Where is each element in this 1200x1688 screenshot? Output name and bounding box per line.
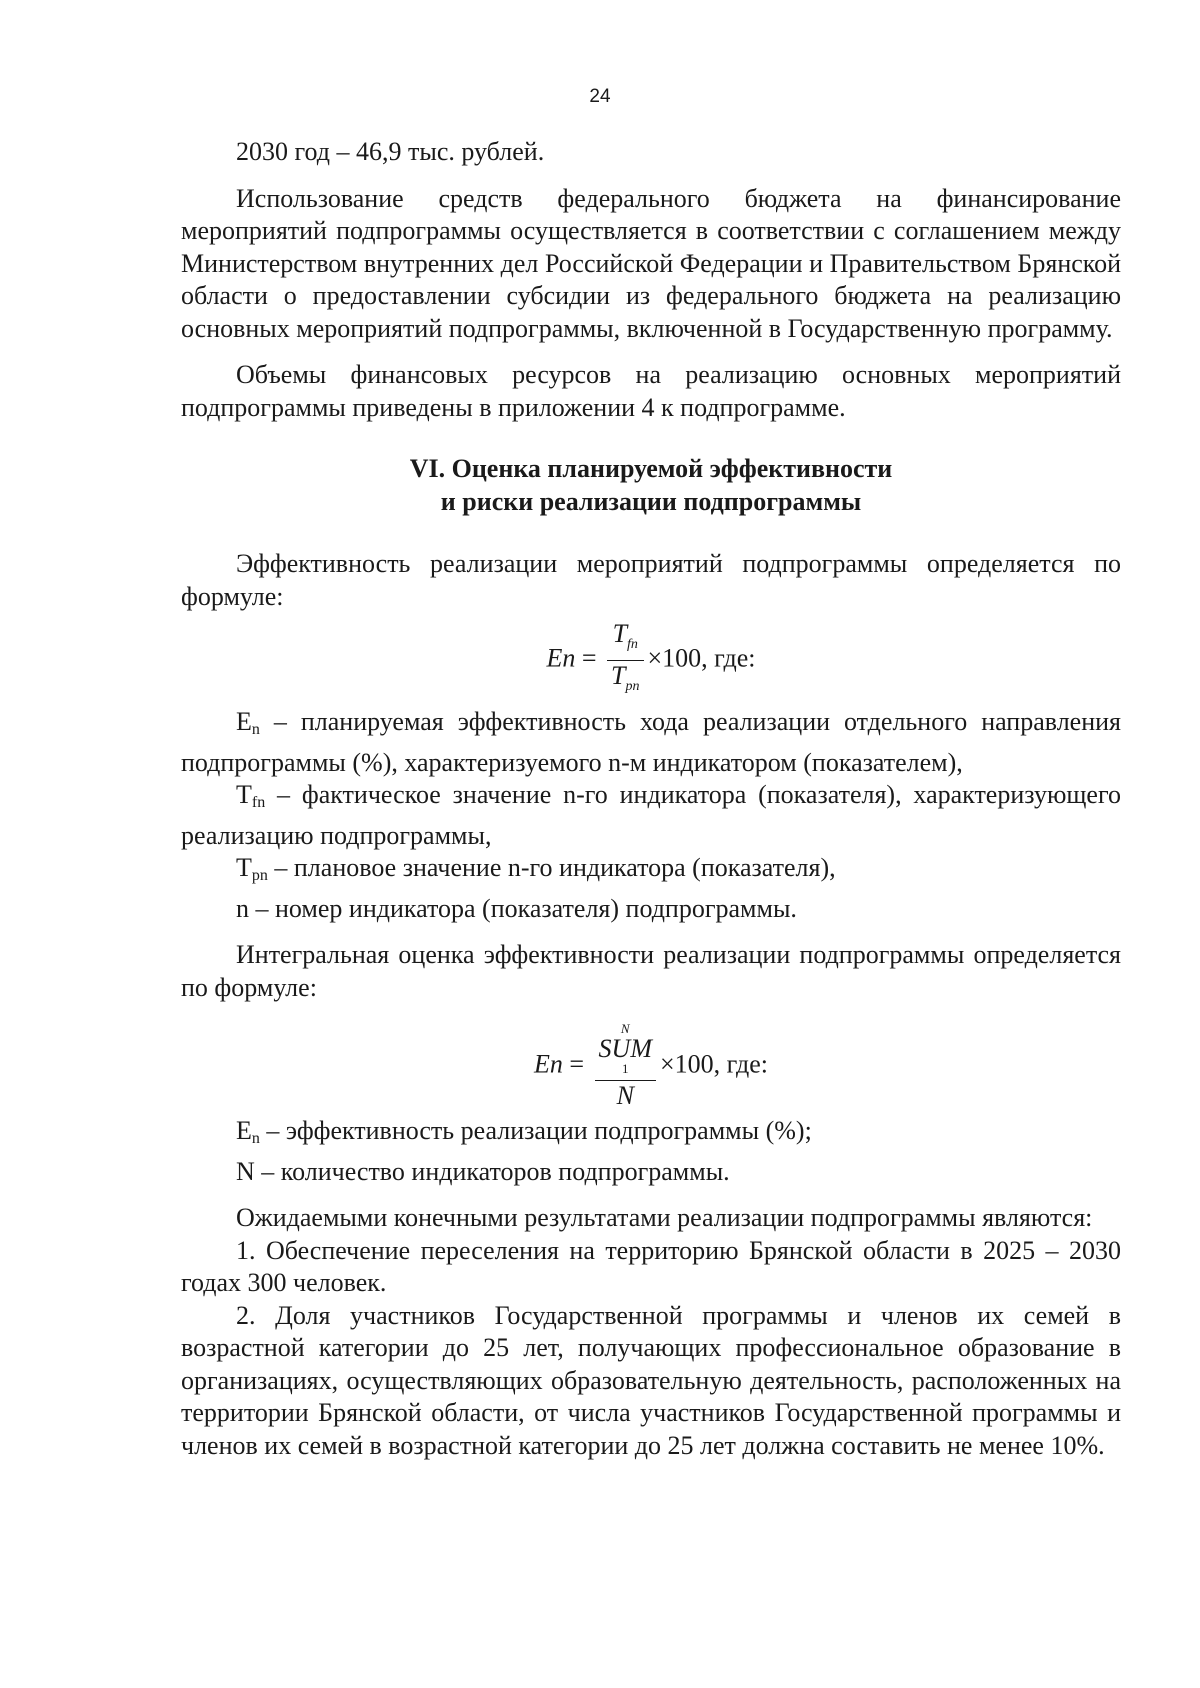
definition-count-n: N – количество индикаторов подпрограммы. [236,1156,730,1186]
definition-tpn: Tpn – плановое значение n-го индикатора (показателя), [236,853,836,885]
results-intro: Ожидаемыми конечными результатами реализации подпрограммы являются: [236,1203,1093,1233]
section-heading-line-2: и риски реализации подпрограммы [440,487,862,516]
formula-1-denominator: $T_{pn}$ [611,661,640,695]
page-number: 24 [589,86,611,107]
paragraph-financial-volumes: Объемы финансовых ресурсов на реализацию основных мероприятий подпрограммы приведены в приложении 4 к подпрограмме. [181,360,1121,422]
formula-1-intro: Эффективность реализации мероприятий подпрограммы определяется по формуле: [181,549,1121,611]
formula-2-limit-top: N [620,1021,630,1037]
page-content [181,136,1121,1462]
formula-2-denominator: N [616,1081,634,1111]
formula-2-sum: SUM [598,1034,652,1064]
definitions-1 [181,706,1121,925]
section-heading-line-1: VI. Оценка планируемой эффективности [409,454,893,483]
formula-1-fraction [607,619,643,702]
formula-integral [181,1022,1121,1111]
definition-en-integral: En – эффективность реализации подпрограммы (%); [236,1116,812,1148]
formula-efficiency [181,619,1121,702]
formula-1-lhs: En [546,643,576,673]
paragraph-budget-2030: 2030 год – 46,9 тыс. рублей. [236,137,545,166]
definitions-2 [181,1115,1121,1188]
formula-2-numerator [595,1022,656,1081]
formula-1-rhs: ×100, где: [647,643,756,673]
result-item-1: 1. Обеспечение переселения на территорию Брянской области в 2025 – 2030 годах 300 человек. [181,1235,1121,1298]
paragraph-federal-funds: Использование средств федерального бюджета на финансирование мероприятий подпрограммы осуществляется в соответствии с соглашением между Министерством внутренних дел Российской Федерации и Правительством Брянской области о предоставлении субсидии из федерального бюджета на реализацию основных мероприятий подпрограммы, включенной в Государственную программу. [181,183,1121,343]
definition-en: En – планируемая эффективность хода реализации отдельного направления подпрограммы (%), характеризуемого n-м индикатором (показателем), [181,707,1121,777]
formula-1-numerator: $T_{fn}$ [607,619,643,661]
result-item-2: 2. Доля участников Государственной программы и членов их семей в возрастной категории до 25 лет, получающих профессиональное образование в организациях, осуществляющих образовательную деятельность, расположенных на территории Брянской области, от числа участников Государственной программы и членов их семей в возрастной категории до 25 лет должна составить не менее 10%. [181,1300,1121,1460]
formula-2-lhs: En [533,1049,563,1079]
formula-2-fraction [595,1022,656,1111]
formula-2-intro: Интегральная оценка эффективности реализации подпрограммы определяется по формуле: [181,940,1121,1002]
definition-tfn: Tfn – фактическое значение n-го индикатора (показателя), характеризующего реализацию подпрограммы, [181,780,1121,850]
section-heading [181,452,1121,518]
definition-n: n – номер индикатора (показателя) подпрограммы. [236,893,797,923]
formula-2-limit-bottom: 1 [622,1061,629,1077]
formula-1-equals: = [575,643,604,673]
formula-2-equals: = [562,1049,591,1079]
formula-2-rhs: ×100, где: [659,1049,769,1079]
